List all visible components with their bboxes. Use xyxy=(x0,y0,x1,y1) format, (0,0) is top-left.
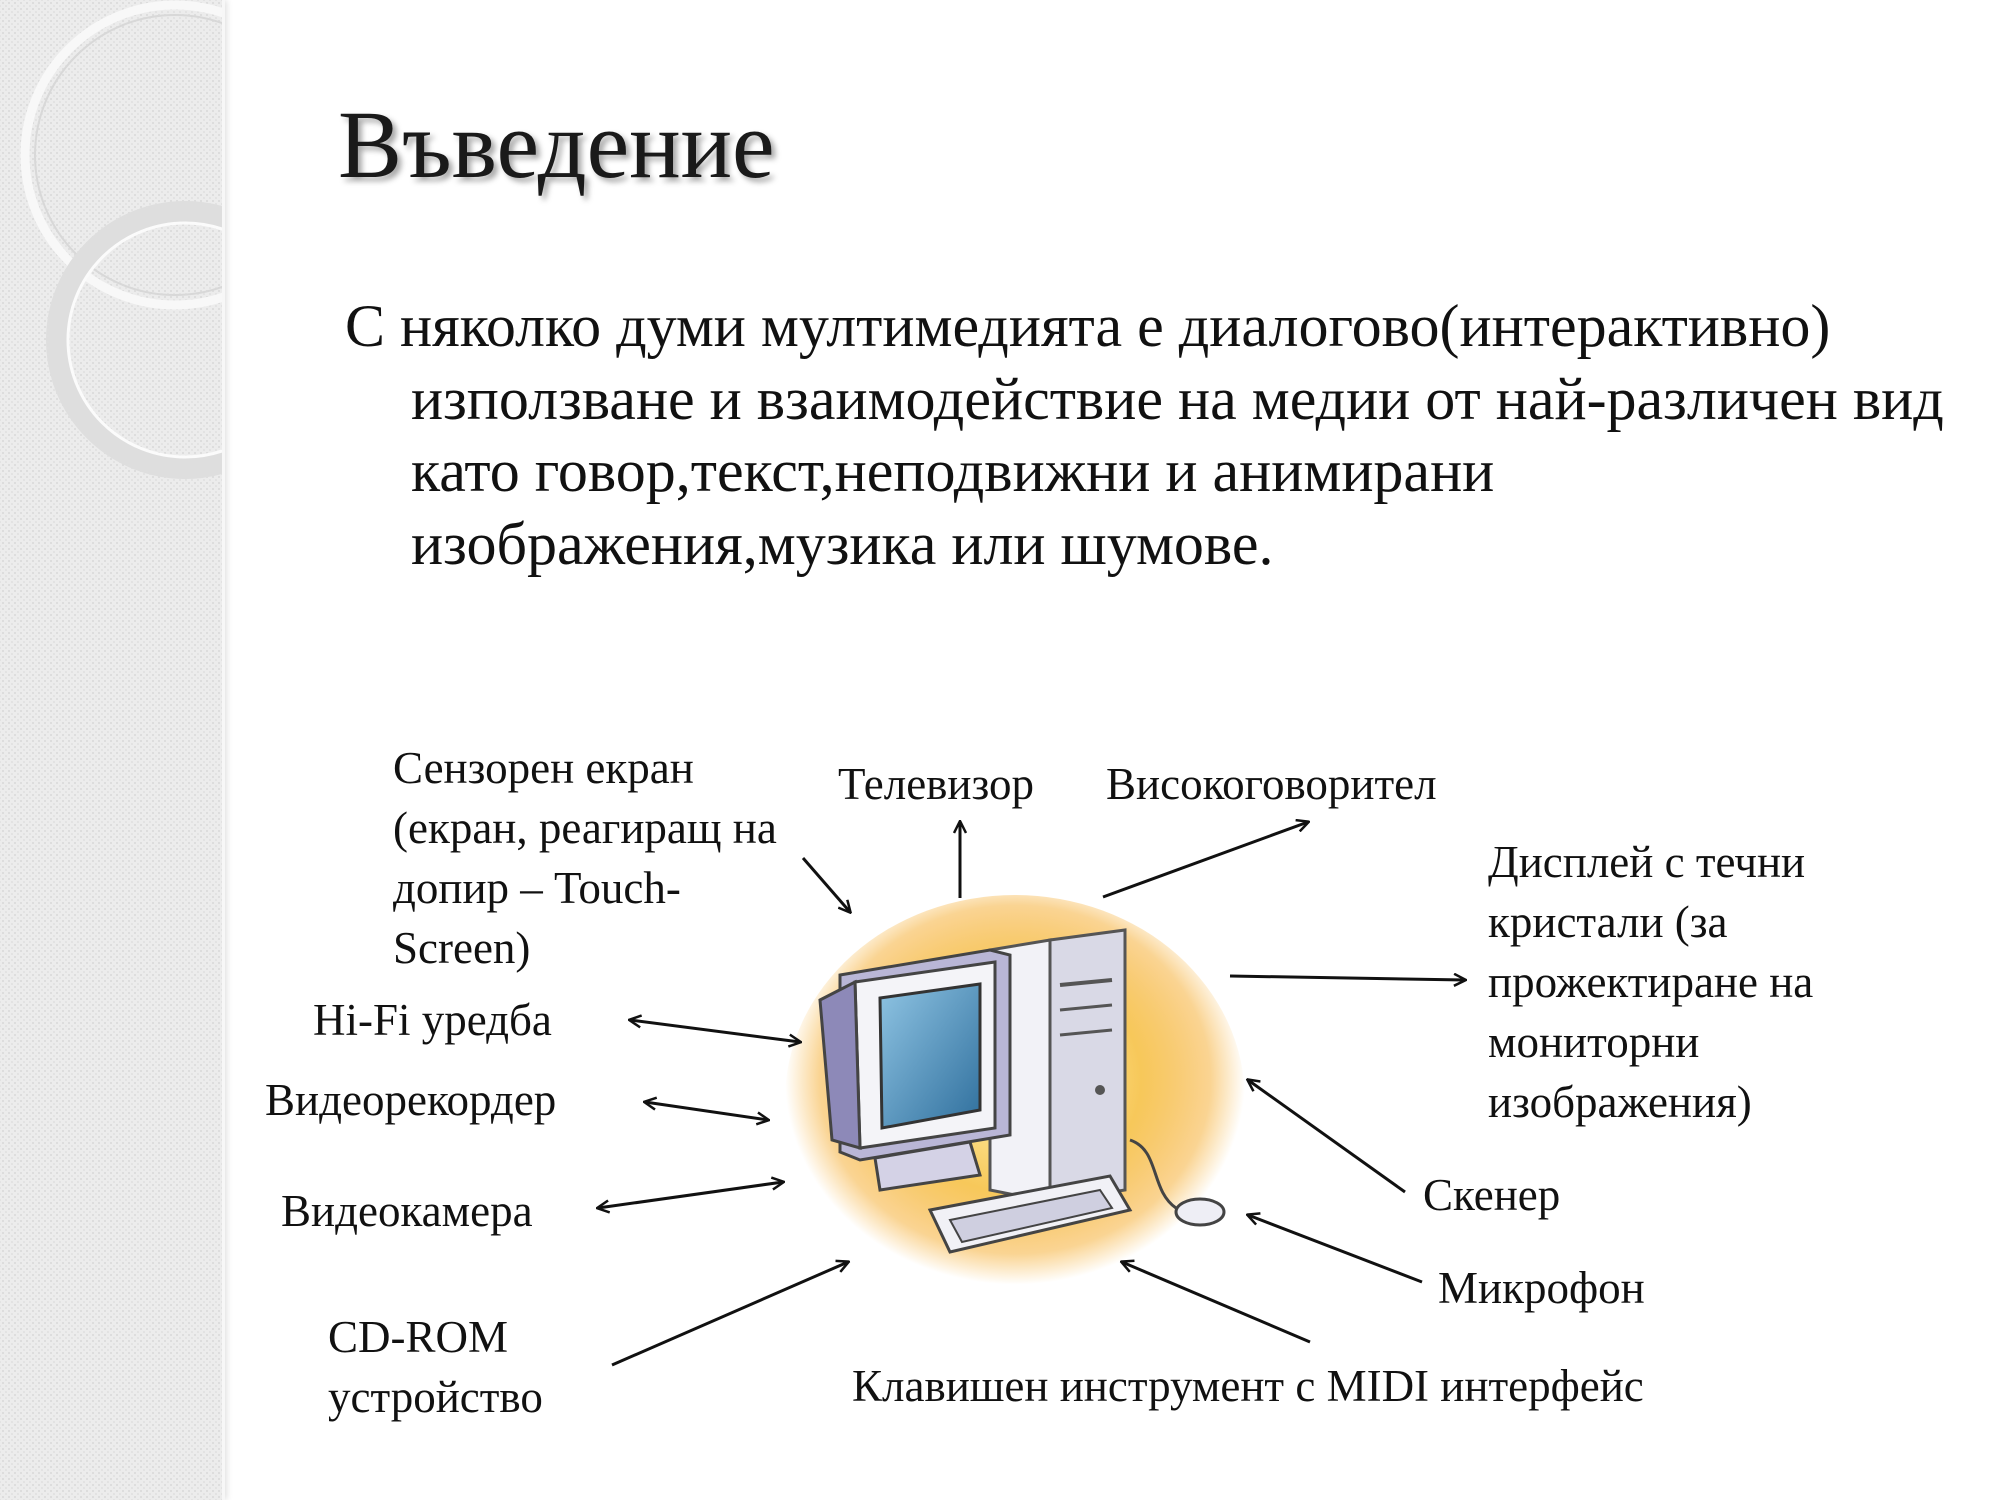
label-touchscreen: Сензорен екран (екран, реагиращ на допир – Touch-Screen) xyxy=(393,743,777,973)
body-paragraph: С няколко думи мултимедията е диалогово(интерактивно) използване и взаимодействие на медии от най-различен вид като говор,текст,неподвижни и анимирани изображения,музика или шумове. xyxy=(345,293,1944,577)
arrow-speaker xyxy=(1103,822,1308,897)
arrow-scanner xyxy=(1248,1080,1405,1192)
label-midi: Клавишен инструмент с MIDI интерфейс xyxy=(852,1361,1644,1411)
label-cdrom: CD-ROM устройство xyxy=(328,1312,543,1422)
label-tv: Телевизор xyxy=(838,759,1035,809)
arrow-vcr xyxy=(645,1102,768,1120)
label-hifi: Hi-Fi уредба xyxy=(313,995,552,1045)
label-scanner: Скенер xyxy=(1423,1170,1561,1220)
label-vcr: Видеорекордер xyxy=(265,1075,557,1125)
label-camcorder: Видеокамера xyxy=(281,1186,533,1236)
arrow-microphone xyxy=(1248,1215,1422,1282)
arrow-cdrom xyxy=(612,1262,848,1365)
arrow-camcorder xyxy=(598,1182,783,1208)
label-speaker: Високоговорител xyxy=(1106,759,1437,809)
arrow-hifi xyxy=(630,1020,800,1042)
slide-title: Въведение xyxy=(338,91,775,198)
arrow-lcd xyxy=(1230,976,1465,980)
label-lcd: Дисплей с течни кристали (за прожектиране на мониторни изображения) xyxy=(1488,837,1814,1127)
arrow-touchscreen xyxy=(803,858,850,912)
arrow-midi xyxy=(1122,1262,1310,1342)
label-microphone: Микрофон xyxy=(1438,1263,1645,1313)
